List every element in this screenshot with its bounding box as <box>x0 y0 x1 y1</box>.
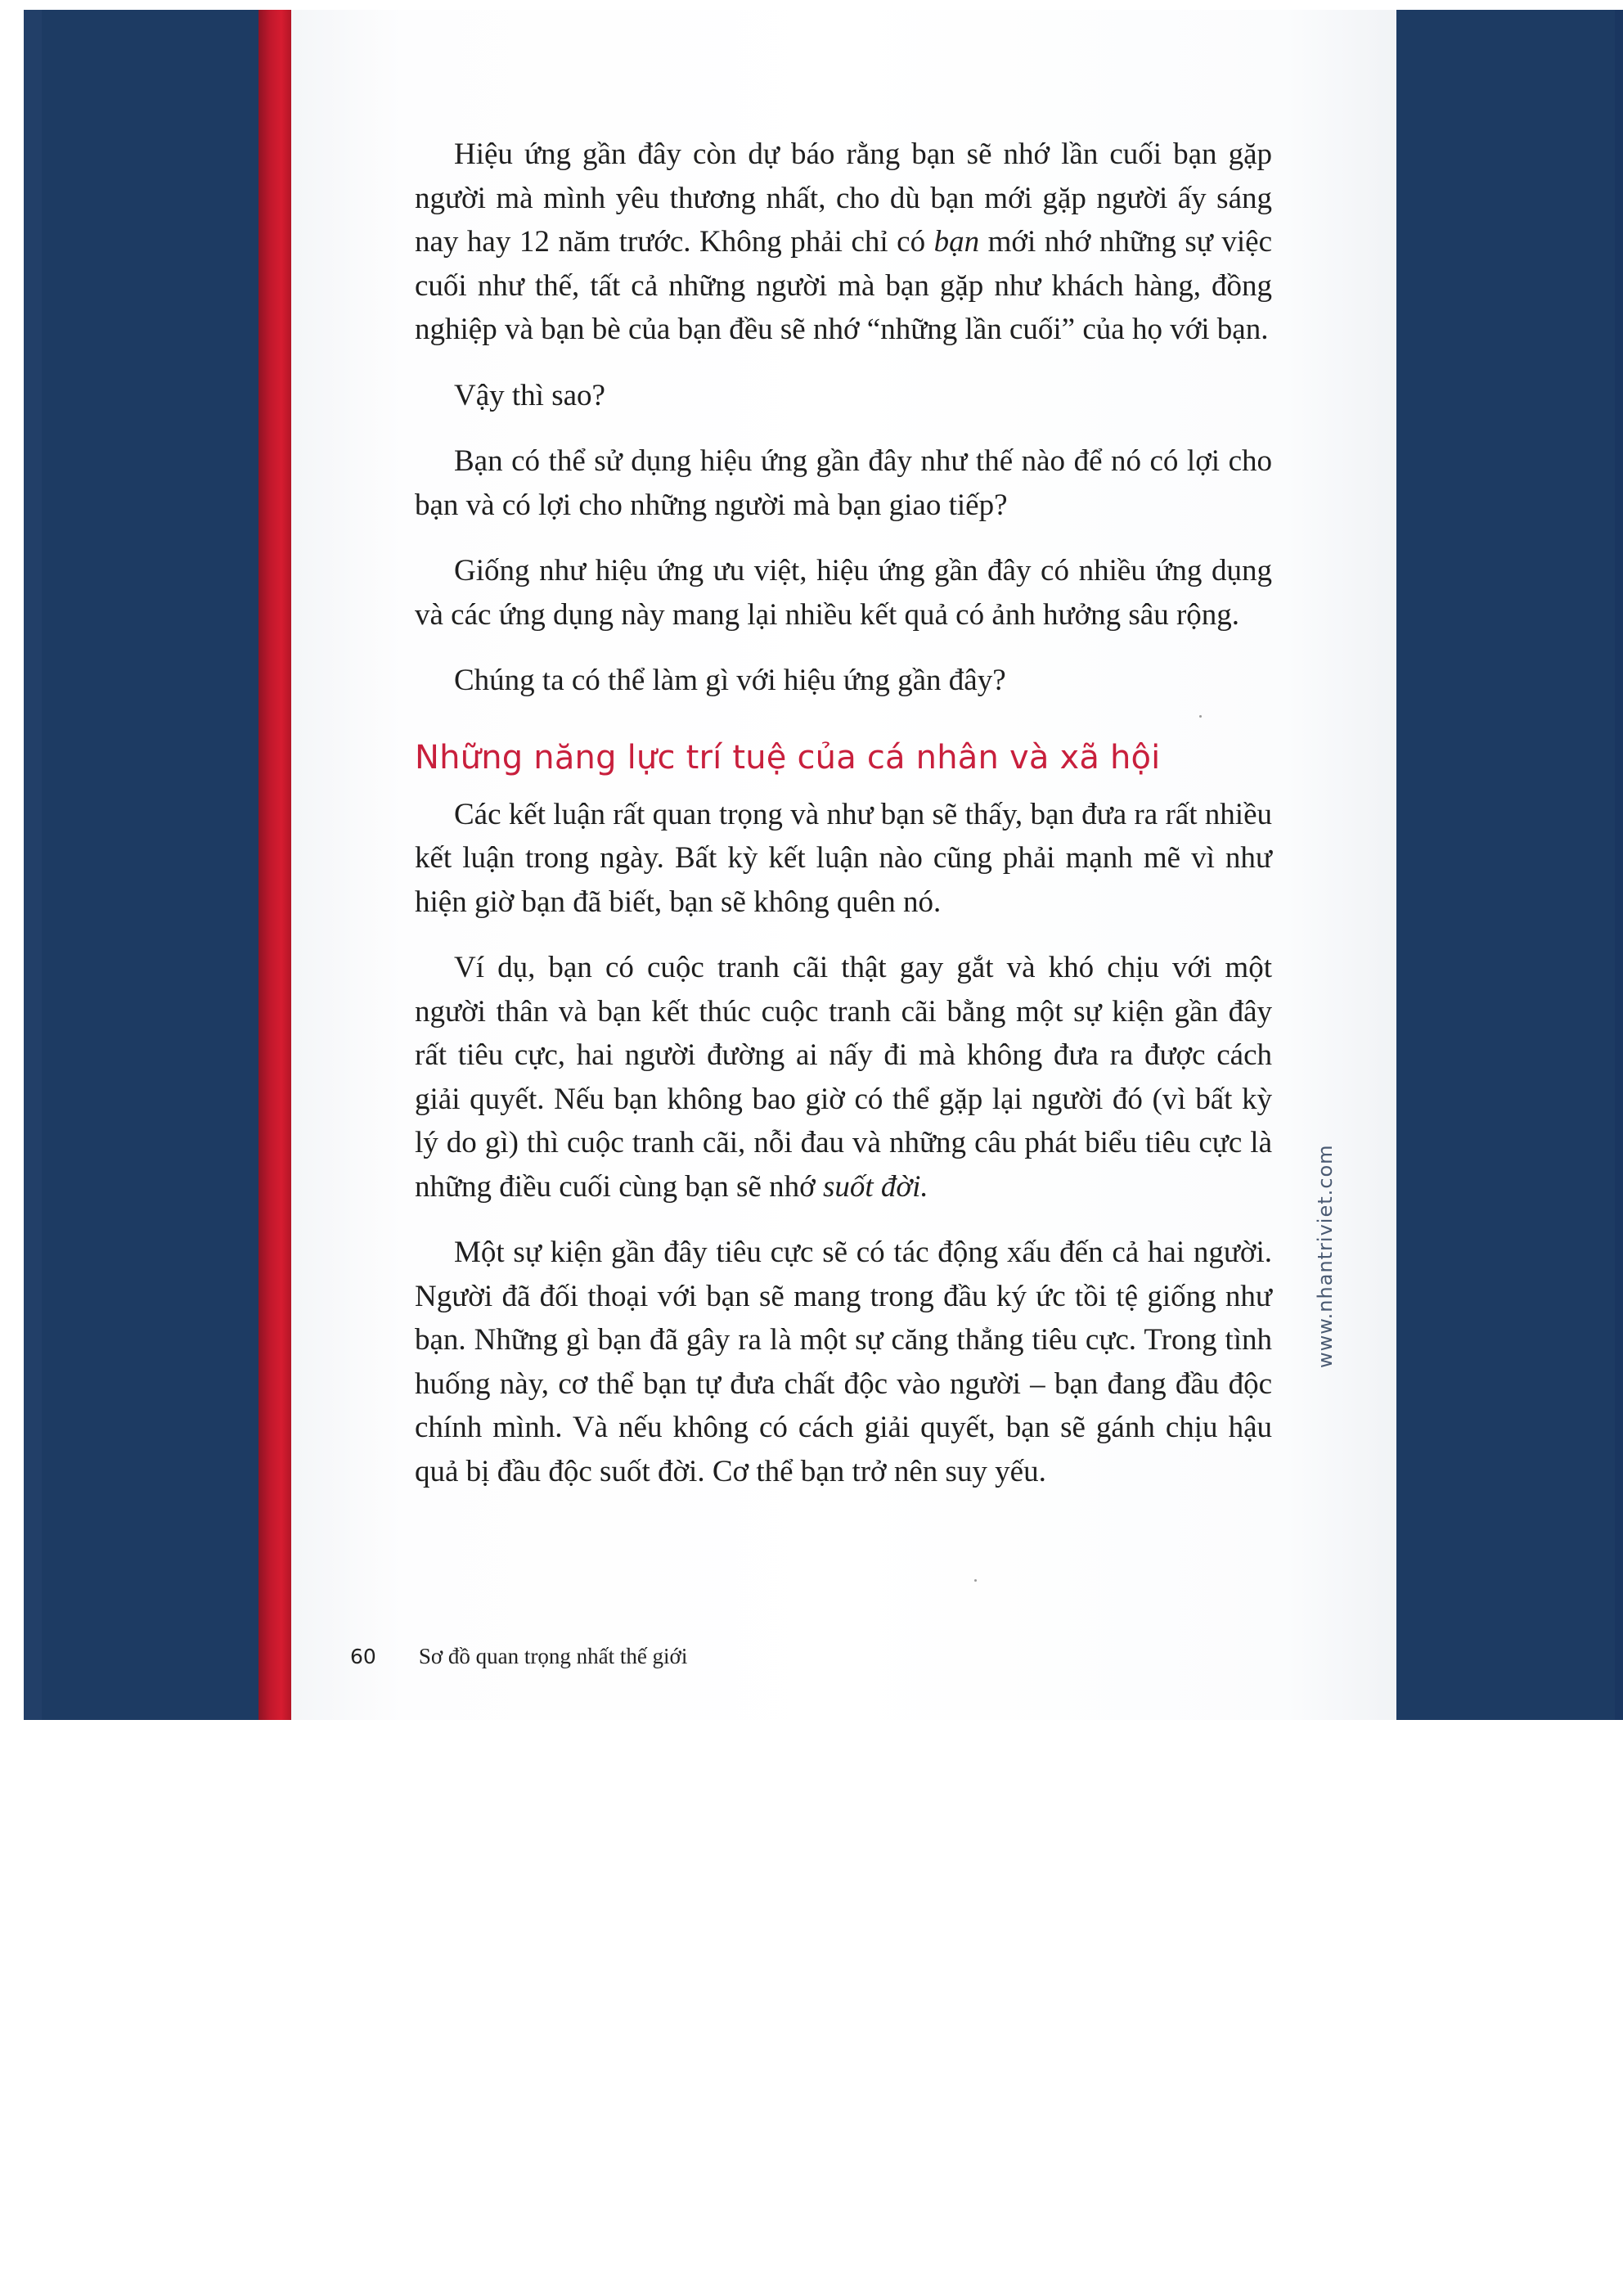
running-title: Sơ đồ quan trọng nhất thế giới <box>418 1644 688 1668</box>
page-footer <box>350 1644 687 1669</box>
paragraph <box>415 374 1272 418</box>
paragraph-text: Ví dụ, bạn có cuộc tranh cãi thật gay gắt và khó chịu với một người thân và bạn kết thúc cuộc tranh cãi bằng một sự kiện gần đây rất tiêu cực, hai người đường ai nấy đi mà không đưa ra được cách giải quyết. Nếu bạn không bao giờ có thể gặp lại người đó (vì bất kỳ lý do gì) thì cuộc tranh cãi, nỗi đau và những câu phát biểu tiêu cực là những điều cuối cùng bạn sẽ nhớ <box>415 951 1272 1204</box>
paragraphs-before-heading <box>415 133 1272 703</box>
paragraph-text: Bạn có thể sử dụng hiệu ứng gần đây như thế nào để nó có lợi cho bạn và có lợi cho những người mà bạn giao tiếp? <box>415 444 1272 522</box>
side-url: www.nhantriviet.com <box>1314 1144 1337 1368</box>
paragraph-text: Một sự kiện gần đây tiêu cực sẽ có tác động xấu đến cả hai người. Người đã đối thoại với bạn sẽ mang trong đầu ký ức tồi tệ giống như bạn. Những gì bạn đã gây ra là một sự căng thẳng tiêu cực. Trong tình huống này, cơ thể bạn tự đưa chất độc vào người – bạn đang đầu độc chính mình. Và nếu không có cách giải quyết, bạn sẽ gánh chịu hậu quả bị đầu độc suốt đời. Cơ thể bạn trở nên suy yếu. <box>415 1236 1272 1488</box>
book-page <box>291 10 1396 1720</box>
italic-text: bạn <box>933 225 980 259</box>
paragraph <box>415 133 1272 352</box>
section-heading: Những năng lực trí tuệ của cá nhân và xã hội <box>415 738 1161 777</box>
paragraph-text: Các kết luận rất quan trọng và như bạn sẽ thấy, bạn đưa ra rất nhiều kết luận trong ngày. Bất kỳ kết luận nào cũng phải mạnh mẽ vì như hiện giờ bạn đã biết, bạn sẽ không quên nó. <box>415 797 1272 919</box>
paragraph-text: mới nhớ những sự việc cuối như thế, tất cả những người mà bạn gặp như khách hàng, đồng nghiệp và bạn bè của bạn đều sẽ nhớ “những lần cuối” của họ với bạn. <box>415 225 1272 346</box>
paragraph-text: Hiệu ứng gần đây còn dự báo rằng bạn sẽ nhớ lần cuối bạn gặp người mà mình yêu thương nhất, cho dù bạn mới gặp người ấy sáng nay hay 12 năm trước. Không phải chỉ có <box>415 137 1272 259</box>
paragraph-text: Chúng ta có thể làm gì với hiệu ứng gần đây? <box>454 664 1006 697</box>
paragraph <box>415 1231 1272 1493</box>
spine-red-strip <box>259 10 291 1720</box>
paragraph <box>415 946 1272 1209</box>
paragraph <box>415 439 1272 527</box>
speck <box>1199 715 1202 718</box>
body-text <box>415 133 1272 1515</box>
paragraph-text: Giống như hiệu ứng ưu việt, hiệu ứng gần đây có nhiều ứng dụng và các ứng dụng này mang lại nhiều kết quả có ảnh hưởng sâu rộng. <box>415 554 1272 632</box>
scan-edge-right <box>1615 10 1623 1720</box>
speck <box>974 1579 977 1582</box>
paragraph <box>415 793 1272 925</box>
paragraphs-after-heading <box>415 793 1272 1494</box>
paragraph-text: Vậy thì sao? <box>454 378 605 412</box>
italic-text: suốt đời. <box>822 1169 928 1204</box>
paragraph <box>415 659 1272 703</box>
page-number: 60 <box>350 1645 376 1668</box>
paragraph <box>415 549 1272 637</box>
scan-edge-left <box>24 10 42 1720</box>
